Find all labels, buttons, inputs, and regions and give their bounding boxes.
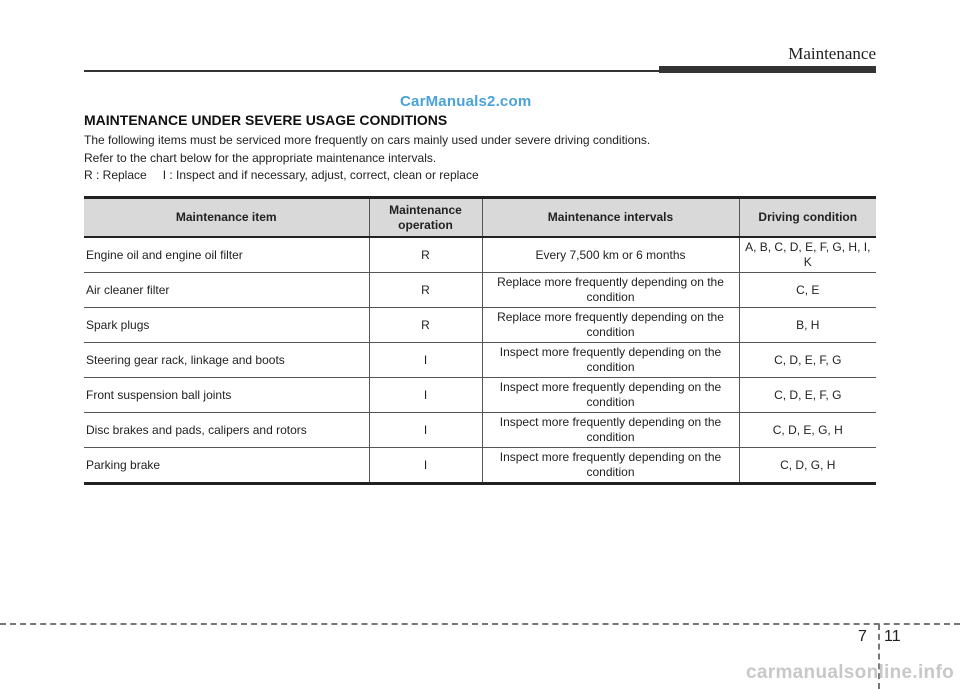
watermark-top: CarManuals2.com <box>400 93 532 110</box>
cell-interval: Every 7,500 km or 6 months <box>482 237 739 273</box>
cell-condition: A, B, C, D, E, F, G, H, I, K <box>739 237 876 273</box>
header-driving-condition: Driving condition <box>739 198 876 238</box>
cell-item: Parking brake <box>84 448 369 484</box>
cell-interval: Inspect more frequently depending on the condition <box>482 378 739 413</box>
cell-condition: C, E <box>739 273 876 308</box>
intro-line-1: The following items must be serviced more frequently on cars mainly used under severe driving conditions. <box>84 133 651 147</box>
cell-interval: Inspect more frequently depending on the condition <box>482 448 739 484</box>
cell-condition: C, D, G, H <box>739 448 876 484</box>
cell-item: Steering gear rack, linkage and boots <box>84 343 369 378</box>
cell-item: Engine oil and engine oil filter <box>84 237 369 273</box>
header-rule <box>84 70 659 72</box>
cell-item: Spark plugs <box>84 308 369 343</box>
cell-operation: I <box>369 378 482 413</box>
header-maintenance-operation: Maintenance operation <box>369 198 482 238</box>
header-rule-accent <box>659 66 876 73</box>
legend-inspect: I : Inspect and if necessary, adjust, correct, clean or replace <box>162 168 479 182</box>
cell-operation: I <box>369 413 482 448</box>
cell-operation: R <box>369 273 482 308</box>
cell-item: Disc brakes and pads, calipers and rotors <box>84 413 369 448</box>
intro-line-2: Refer to the chart below for the appropriate maintenance intervals. <box>84 151 437 165</box>
table-row <box>84 413 876 448</box>
chapter-number: 7 <box>858 628 867 645</box>
table-row <box>84 237 876 273</box>
legend-replace: R : Replace <box>84 168 147 182</box>
section-title: MAINTENANCE UNDER SEVERE USAGE CONDITIONS <box>84 112 448 128</box>
legend <box>84 168 479 182</box>
table-row <box>84 308 876 343</box>
cell-item: Air cleaner filter <box>84 273 369 308</box>
table-row <box>84 343 876 378</box>
header-title: Maintenance <box>788 44 876 63</box>
cell-interval: Replace more frequently depending on the condition <box>482 308 739 343</box>
cell-condition: B, H <box>739 308 876 343</box>
cell-item: Front suspension ball joints <box>84 378 369 413</box>
cell-condition: C, D, E, F, G <box>739 378 876 413</box>
watermark-bottom: carmanualsonline.info <box>746 662 954 683</box>
header-maintenance-item: Maintenance item <box>84 198 369 238</box>
table-header-row <box>84 198 876 238</box>
maintenance-table <box>84 196 876 485</box>
cell-operation: R <box>369 308 482 343</box>
cell-operation: I <box>369 343 482 378</box>
cell-operation: I <box>369 448 482 484</box>
table-row <box>84 378 876 413</box>
cell-operation: R <box>369 237 482 273</box>
header-maintenance-intervals: Maintenance intervals <box>482 198 739 238</box>
footer-rule <box>0 623 960 625</box>
cell-condition: C, D, E, G, H <box>739 413 876 448</box>
table-row <box>84 448 876 484</box>
cell-interval: Inspect more frequently depending on the condition <box>482 413 739 448</box>
cell-interval: Inspect more frequently depending on the condition <box>482 343 739 378</box>
cell-interval: Replace more frequently depending on the condition <box>482 273 739 308</box>
table-row <box>84 273 876 308</box>
page-number: 11 <box>884 628 901 645</box>
cell-condition: C, D, E, F, G <box>739 343 876 378</box>
